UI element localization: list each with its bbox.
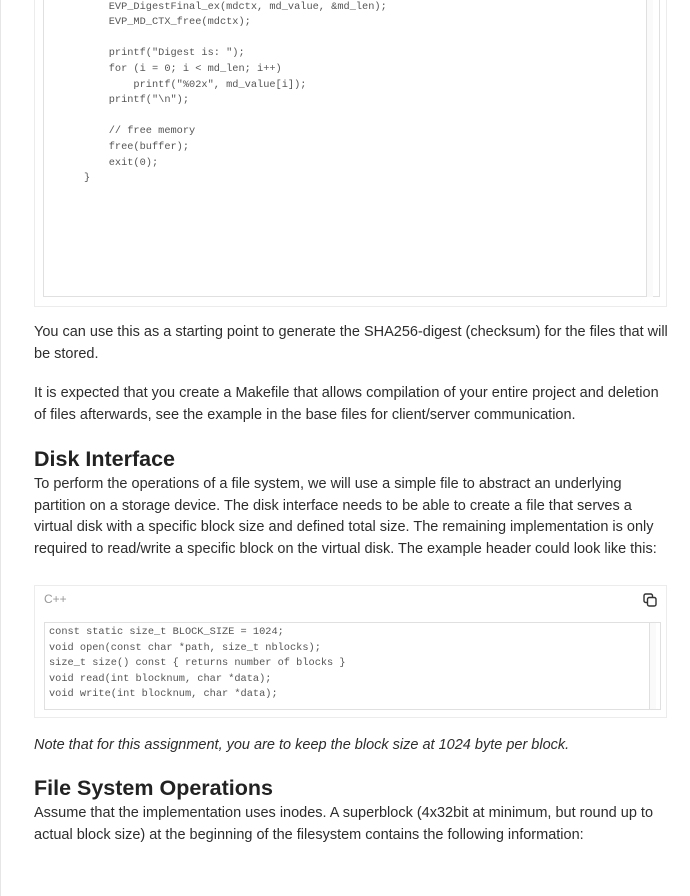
paragraph-disk-interface: To perform the operations of a file system, we will use a simple file to abstract an underlying partition on a storage device. The disk interface needs to be able to create a file that serves a virtual disk with a specific block size and defined total size. The remaining implementation is only required to read/write a specific block on the virtual disk. The example header could look like this: — [34, 476, 657, 557]
paragraph-superblock: Assume that the implementation uses inodes. A superblock (4x32bit at minimum, but round up to actual block size) at the beginning of the filesystem contains the following information: — [34, 805, 654, 843]
code-area[interactable] — [43, 0, 660, 297]
paragraph-checksum: You can use this as a starting point to generate the SHA256-digest (checksum) for the files that will be stored. — [34, 324, 668, 362]
code-text: const static size_t BLOCK_SIZE = 1024; void open(const char *path, size_t nblocks); size_t size() const { returns number of blocks } void read(int blocknum, char *data); void write(int blocknum, char *data); — [49, 626, 346, 701]
code-area[interactable] — [44, 622, 661, 710]
note-block-size: Note that for this assignment, you are to keep the block size at 1024 byte per block. — [34, 737, 570, 753]
code-text: EVP_DigestFinal_ex(mdctx, md_value, &md_len); EVP_MD_CTX_free(mdctx); printf("Digest is: "); for (i = 0; i < md_len; i++) printf("%02x", md_value[i]); printf("\n"); // free memory free(buffer); exit(0); } — [84, 0, 387, 185]
vertical-scrollbar[interactable] — [646, 0, 653, 297]
heading-disk-interface: Disk Interface — [34, 447, 176, 471]
heading-file-system-operations: File System Operations — [34, 776, 273, 800]
code-language-label: C++ — [44, 592, 67, 606]
paragraph-makefile: It is expected that you create a Makefile that allows compilation of your entire project and deletion of files afterwards, see the example in the base files for client/server communication. — [34, 385, 659, 423]
code-block-disk-header — [34, 585, 667, 718]
copy-icon[interactable] — [642, 592, 658, 608]
code-block-sha256 — [34, 0, 667, 307]
vertical-scrollbar[interactable] — [649, 623, 656, 709]
